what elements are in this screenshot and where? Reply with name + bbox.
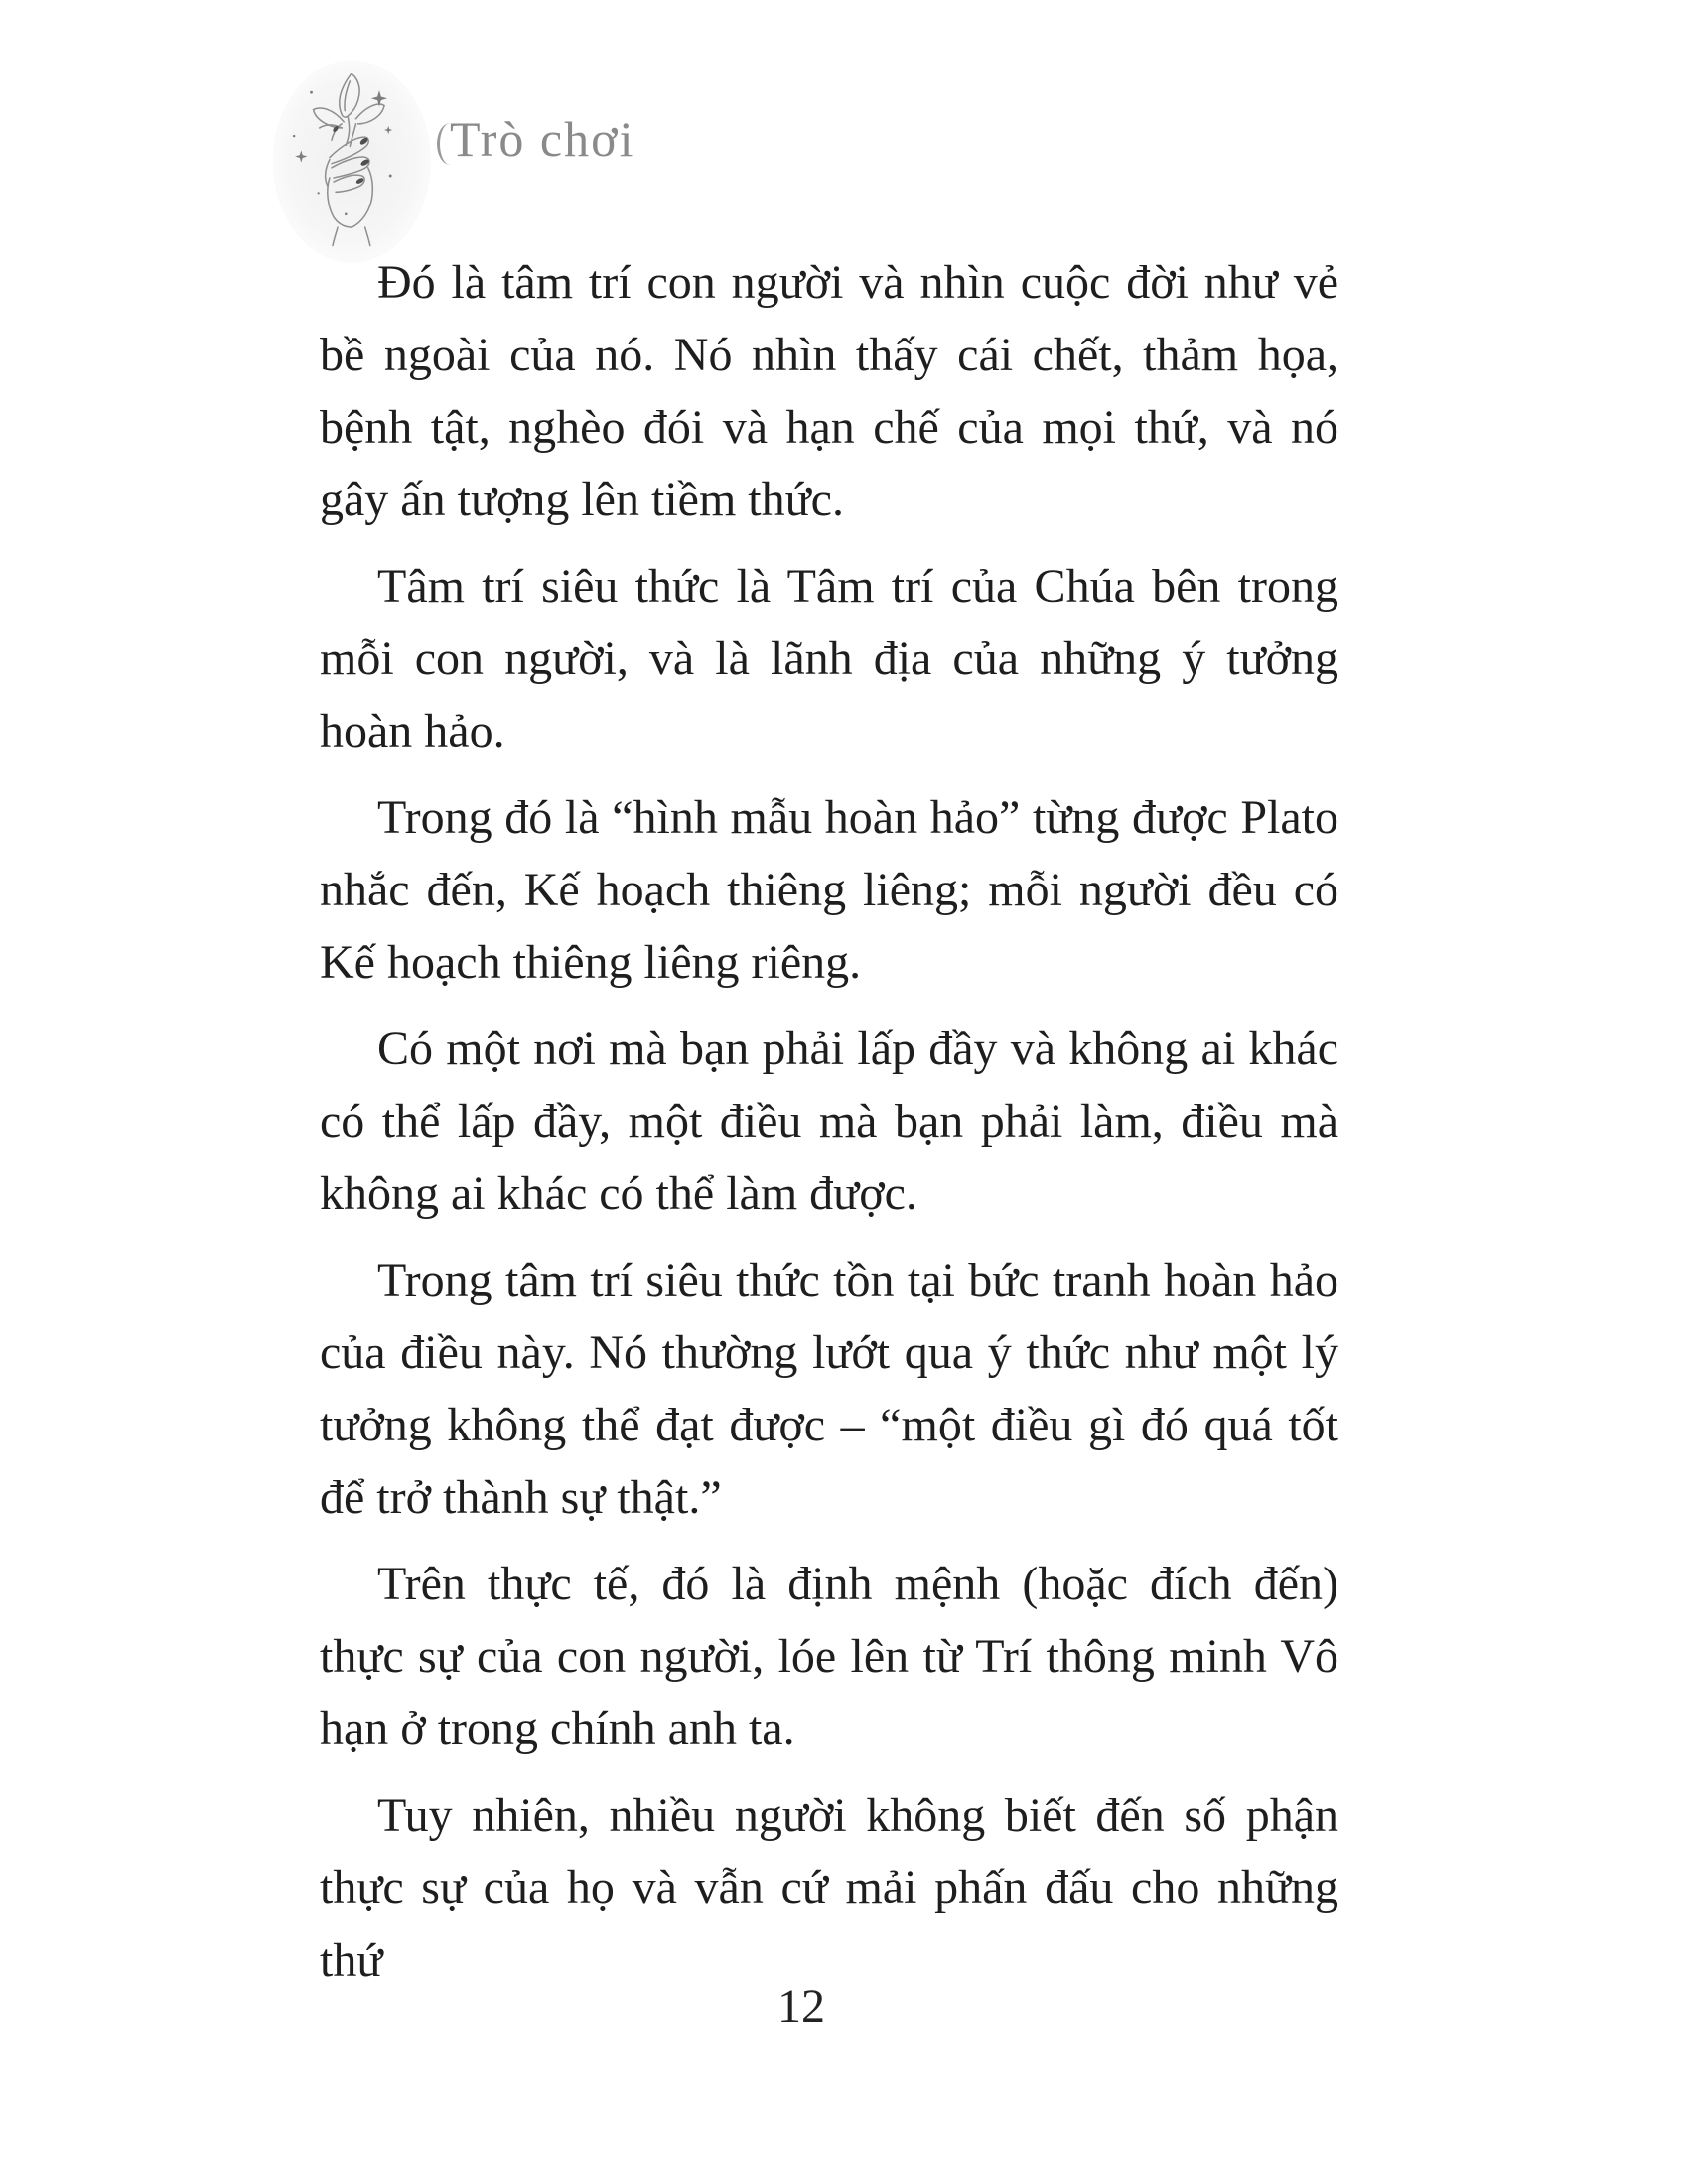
page-number: 12 [777,1980,825,2033]
paragraph: Có một nơi mà bạn phải lấp đầy và không ai khác có thể lấp đầy, một điều mà bạn phải làm, điều mà không ai khác có thể làm được. [320,1023,1338,1220]
hand-flower-illustration [270,38,444,271]
title-swash-ornament [437,123,464,165]
paragraph: Tuy nhiên, nhiều người không biết đến số phận thực sự của họ và vẫn cứ mải phấn đấu cho những thứ [320,1789,1338,1986]
paragraph: Trong đó là “hình mẫu hoàn hảo” từng được Plato nhắc đến, Kế hoạch thiêng liêng; mỗi người đều có Kế hoạch thiêng liêng riêng. [320,791,1338,989]
body-text-column [320,246,1338,2010]
paragraph: Trong tâm trí siêu thức tồn tại bức tranh hoàn hảo của điều này. Nó thường lướt qua ý thức như một lý tưởng không thể đạt được – “một điều gì đó quá tốt để trở thành sự thật.” [320,1254,1338,1524]
soft-glow-background [273,60,431,262]
paragraph: Trên thực tế, đó là định mệnh (hoặc đích đến) thực sự của con người, lóe lên từ Trí thông minh Vô hạn ở trong chính anh ta. [320,1558,1338,1755]
paragraph: Tâm trí siêu thức là Tâm trí của Chúa bên trong mỗi con người, và là lãnh địa của những ý tưởng hoàn hảo. [320,560,1338,757]
paragraph: Đó là tâm trí con người và nhìn cuộc đời như vẻ bề ngoài của nó. Nó nhìn thấy cái chết, thảm họa, bệnh tật, nghèo đói và hạn chế của mọi thứ, và nó gây ấn tượng lên tiềm thức. [320,256,1338,526]
chapter-title [437,111,634,167]
chapter-title-text: Trò chơi [450,111,635,167]
